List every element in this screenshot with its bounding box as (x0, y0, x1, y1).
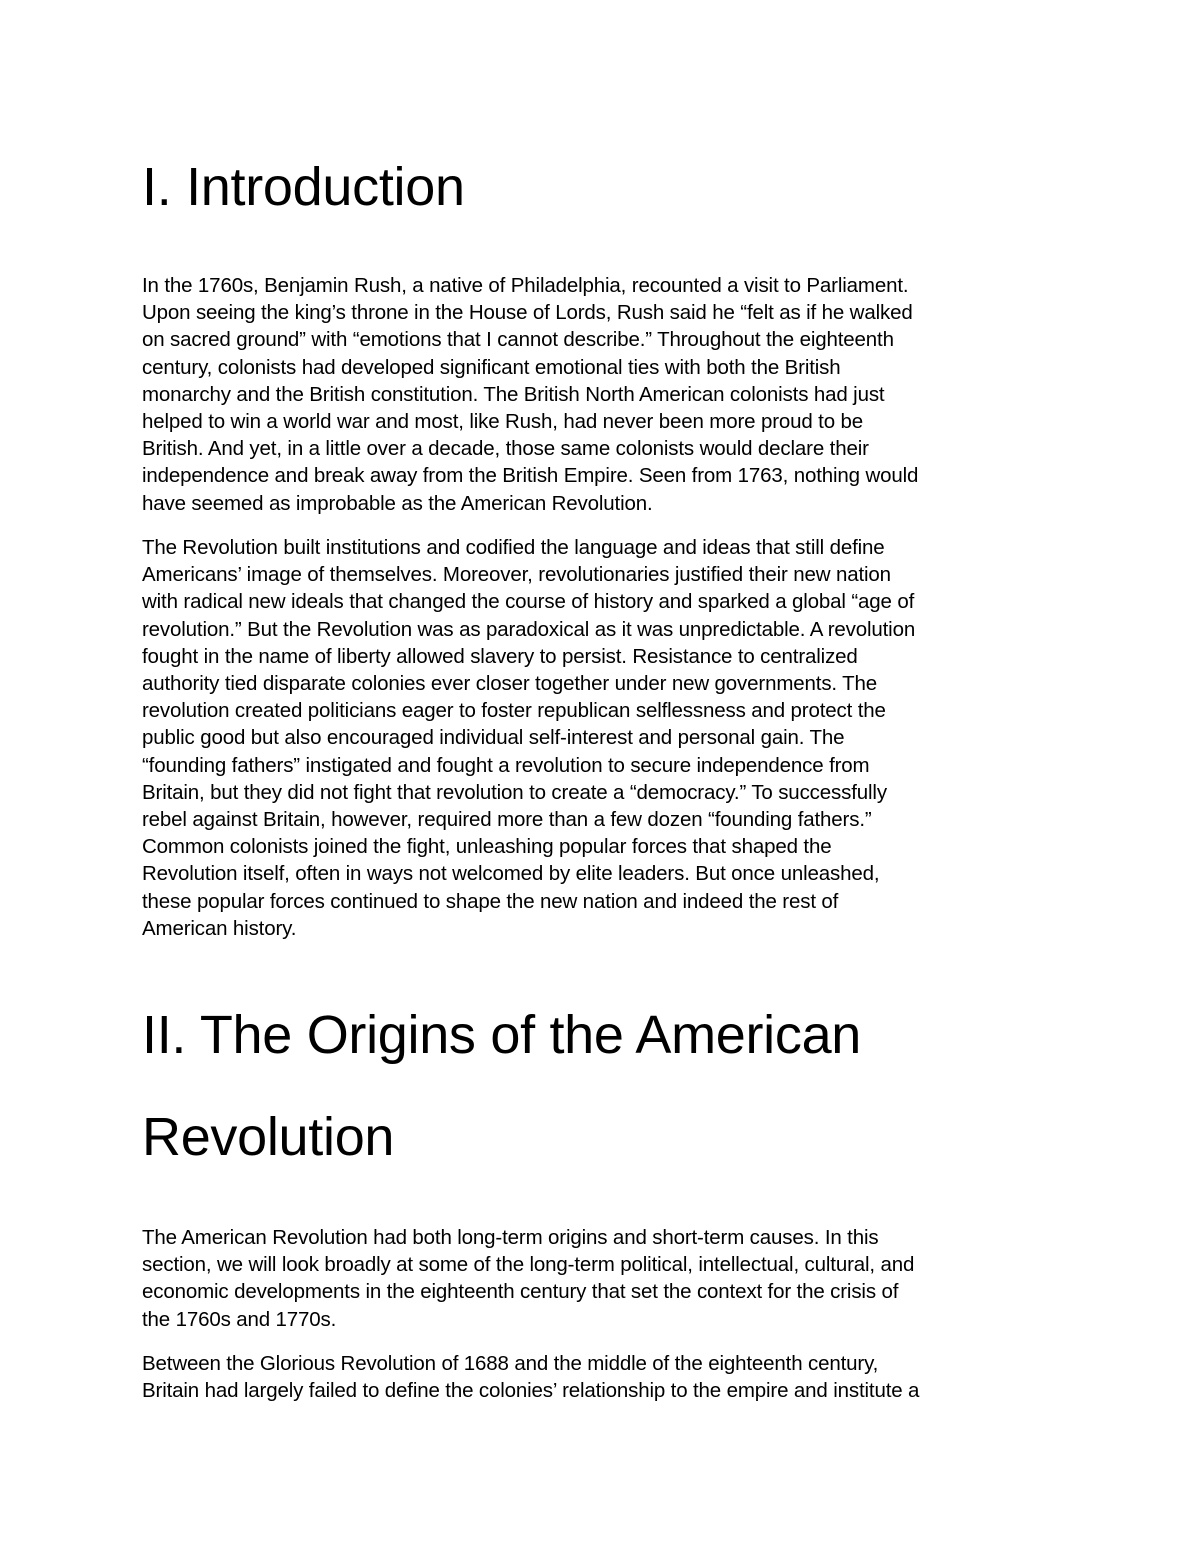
text-line: helped to win a world war and most, like Rush, had never been more proud to be (142, 410, 864, 434)
text-line: revolution.” But the Revolution was as paradoxical as it was unpredictable. A revolution (142, 617, 916, 641)
section-heading-origins-line-1: II. The Origins of the American (142, 1005, 862, 1065)
paragraph-origins-2 (142, 1350, 1057, 1404)
text-line: independence and break away from the British Empire. Seen from 1763, nothing would (142, 464, 919, 488)
text-line: Common colonists joined the fight, unleashing popular forces that shaped the (142, 835, 832, 859)
text-line: Between the Glorious Revolution of 1688 and the middle of the eighteenth century, (142, 1352, 879, 1375)
text-line: Upon seeing the king’s throne in the House of Lords, Rush said he “felt as if he walked (142, 301, 913, 325)
text-line: the 1760s and 1770s. (142, 1307, 337, 1331)
text-line: on sacred ground” with “emotions that I cannot describe.” Throughout the eighteenth (142, 328, 894, 352)
text-line: Americans’ image of themselves. Moreover, revolutionaries justified their new nation (142, 563, 891, 587)
paragraph-intro-2 (142, 534, 1057, 942)
text-line: Revolution itself, often in ways not welcomed by elite leaders. But once unleashed, (142, 862, 880, 886)
section-heading-introduction: I. Introduction (142, 157, 465, 217)
text-line: these popular forces continued to shape the new nation and indeed the rest of (142, 889, 839, 913)
text-line: American history. (142, 916, 297, 940)
text-line: fought in the name of liberty allowed slavery to persist. Resistance to centralized (142, 644, 858, 668)
text-line: century, colonists had developed significant emotional ties with both the British (142, 355, 841, 379)
text-line: In the 1760s, Benjamin Rush, a native of Philadelphia, recounted a visit to Parliament. (142, 274, 909, 297)
text-line: monarchy and the British constitution. The British North American colonists had just (142, 382, 885, 406)
section-heading-origins-line-2: Revolution (142, 1107, 395, 1167)
text-line: Britain, but they did not fight that revolution to create a “democracy.” To successfully (142, 780, 887, 804)
text-line: with radical new ideals that changed the course of history and sparked a global “age of (142, 590, 915, 614)
text-line: Britain had largely failed to define the colonies’ relationship to the empire and institute a (142, 1379, 920, 1403)
text-line: authority tied disparate colonies ever closer together under new governments. The (142, 672, 878, 696)
text-line: revolution created politicians eager to foster republican selflessness and protect the (142, 699, 886, 723)
text-line: The American Revolution had both long-term origins and short-term causes. In this (142, 1226, 879, 1249)
paragraph-intro-1 (142, 272, 1057, 517)
text-line: economic developments in the eighteenth century that set the context for the crisis of (142, 1280, 899, 1304)
text-line: British. And yet, in a little over a decade, those same colonists would declare their (142, 437, 869, 461)
text-line: The Revolution built institutions and codified the language and ideas that still define (142, 536, 885, 559)
text-line: section, we will look broadly at some of the long-term political, intellectual, cultural, and (142, 1253, 915, 1277)
paragraph-origins-1 (142, 1224, 1057, 1333)
text-line: have seemed as improbable as the American Revolution. (142, 491, 653, 515)
text-line: rebel against Britain, however, required more than a few dozen “founding fathers.” (142, 808, 872, 832)
text-line: public good but also encouraged individual self-interest and personal gain. The (142, 726, 845, 750)
text-line: “founding fathers” instigated and fought a revolution to secure independence from (142, 753, 870, 777)
